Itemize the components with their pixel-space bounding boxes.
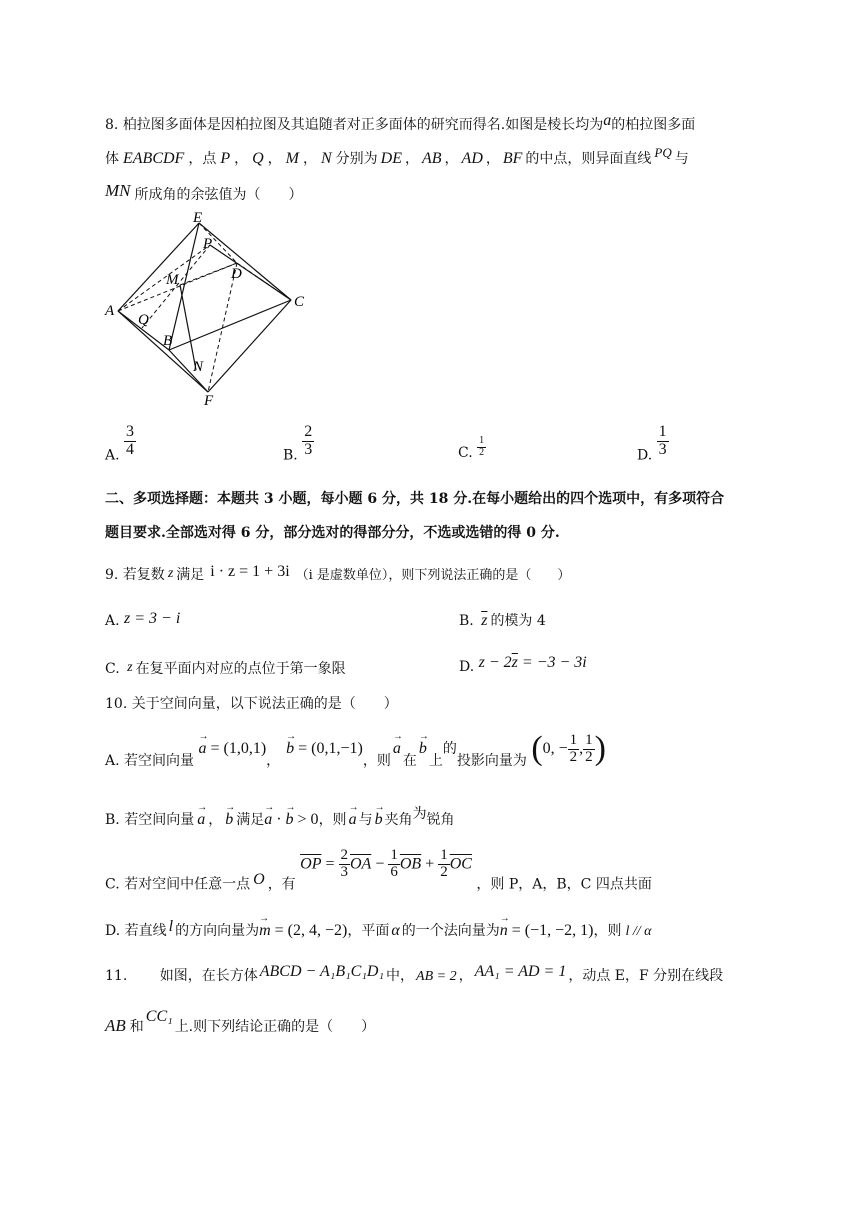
option-math: z = 3 − i: [124, 610, 181, 627]
vector-OB: $\overline{OB}$: [399, 855, 422, 873]
vector-b: → b: [225, 811, 233, 829]
q9-option-d[interactable]: [459, 654, 587, 675]
option-label: D.: [105, 923, 121, 939]
conclusion: l // α: [625, 924, 652, 939]
vector-a: → a: [198, 740, 206, 758]
q10-stem: 10. 关于空间向量，以下说法正确的是（ ）: [105, 696, 398, 712]
equals: =: [321, 855, 339, 873]
label-A: A: [105, 303, 115, 319]
q11-text: ，: [458, 968, 473, 984]
sep: ，: [208, 812, 223, 828]
q11-text: 和: [129, 1019, 144, 1035]
q8-text: 体: [105, 151, 119, 167]
option-text: 的一个法向量为: [401, 923, 500, 939]
q8-option-d[interactable]: [637, 424, 669, 463]
option-label: A.: [105, 613, 120, 629]
label-B: B: [163, 333, 173, 349]
dot: ·: [272, 811, 286, 828]
option-text: ，则: [362, 753, 391, 769]
vector-OC: $\overline{OC}$: [449, 855, 472, 873]
denominator: 2: [585, 748, 593, 765]
q9-equation: i · z = 1 + 3i: [210, 563, 290, 580]
denominator: 3: [658, 440, 667, 458]
q9-option-a[interactable]: [105, 610, 180, 629]
q8-line3: [105, 181, 303, 204]
denominator: 2: [569, 748, 578, 765]
minus: −: [371, 855, 389, 873]
numerator: 2: [304, 423, 313, 440]
option-text: 夹角: [384, 812, 413, 828]
denominator: 2: [479, 446, 485, 458]
comma: ,: [579, 740, 584, 757]
numerator: 3: [126, 423, 135, 440]
sep: ，: [266, 753, 281, 769]
fraction: [438, 848, 450, 881]
fraction: [477, 436, 486, 458]
sep: ，: [234, 151, 249, 167]
vector-b: → b: [419, 740, 427, 758]
option-text: 在复平面内对应的点位于第一象限: [135, 661, 346, 677]
edge-DF: [208, 263, 237, 392]
label-P: P: [203, 236, 213, 252]
seg-BF: BF: [502, 150, 523, 167]
numerator: 1: [658, 423, 667, 440]
numerator: 1: [390, 847, 398, 863]
q8-line2: [105, 145, 689, 168]
option-text: 在: [402, 753, 417, 769]
option-label: B.: [283, 447, 298, 464]
q9-text: （i 是虚数单位），则下列说法正确的是（ ）: [295, 568, 571, 583]
vector-b: → b: [375, 811, 383, 829]
plus: +: [421, 855, 439, 873]
vector-b-value: = (0,1,−1): [294, 740, 363, 757]
edge-EC: [199, 223, 291, 300]
question-number: 11.: [105, 968, 128, 984]
q9-option-c[interactable]: [105, 658, 346, 678]
option-text: 若直线: [124, 923, 167, 939]
q8-text: 分别为: [335, 151, 378, 167]
option-text: 若空间向量: [124, 812, 195, 828]
vector-b: → b: [286, 811, 294, 829]
octahedron-figure: [95, 205, 325, 410]
fraction: [583, 733, 595, 766]
option-label: A.: [105, 753, 120, 769]
vector-a-value: = (1,0,1): [206, 740, 267, 757]
q8-option-a[interactable]: [105, 424, 136, 463]
option-text: 若对空间中任意一点: [124, 876, 251, 893]
option-text: 投影向量为: [456, 753, 527, 769]
vector-a: → a: [393, 740, 401, 758]
option-label: D.: [459, 659, 475, 675]
option-text: 为: [412, 806, 427, 822]
seg-PQ: PQ: [654, 145, 672, 160]
paren-close: ): [594, 730, 606, 767]
q8-text: 所成角的余弦值为（ ）: [134, 187, 303, 203]
q10-option-a[interactable]: [105, 730, 606, 770]
option-label: C.: [458, 445, 473, 461]
denominator: 4: [126, 440, 135, 458]
sep: ，: [267, 151, 282, 167]
fraction: [657, 424, 669, 459]
option-math: = −3 − 3i: [517, 654, 587, 671]
q8-option-c[interactable]: [458, 436, 486, 461]
edge-length-a: a: [603, 112, 612, 129]
vector-m-value: = (2, 4, −2): [270, 922, 348, 939]
q9-text: 满足: [176, 567, 205, 583]
vector-a: → a: [197, 811, 205, 829]
option-text: ，有: [267, 876, 296, 893]
q8-text: 与: [674, 151, 689, 167]
option-text: 与: [358, 812, 373, 828]
label-D: D: [231, 266, 242, 282]
seg-AB: AB: [105, 1016, 126, 1035]
vector-OA: $\overline{OA}$: [350, 855, 372, 873]
section2-line1: 二、多项选择题：本题共 3 小题，每小题 6 分，共 18 分.在每小题给出的四个选项中，有多项符合: [105, 491, 725, 507]
conjugate-z: $\overline{z}$: [481, 612, 488, 629]
fraction: [388, 848, 400, 881]
option-text: 的: [442, 741, 457, 757]
seg-DE: DE: [380, 150, 402, 167]
option-text: ，则: [593, 923, 622, 939]
vector-m: → m: [259, 922, 271, 940]
var-z: z: [127, 660, 133, 675]
label-N: N: [193, 359, 204, 375]
q9-stem: [105, 563, 570, 584]
vector-b: → b: [286, 740, 294, 758]
segment-MN: [180, 285, 196, 370]
section2-line2: 题目要求.全部选对得 6 分，部分选对的得部分分，不选或选错的得 0 分.: [105, 525, 560, 541]
sep: ，: [405, 151, 419, 167]
projection-value: 0, −: [542, 740, 568, 757]
option-label: B.: [105, 812, 120, 828]
option-label: A.: [105, 447, 120, 464]
q8-text: 的中点，则异面直线: [525, 151, 652, 167]
point-Q: Q: [252, 150, 264, 167]
denominator: 6: [390, 863, 398, 880]
vector-n-value: = (−1, −2, 1): [507, 922, 594, 939]
numerator: 1: [479, 435, 485, 446]
numerator: 1: [585, 731, 593, 748]
q11-line1: [105, 963, 723, 985]
option-text: 锐角: [426, 812, 455, 828]
option-text: ，则 P，A，B，C 四点共面: [476, 876, 652, 893]
q8-text: 的柏拉图多面: [611, 117, 696, 133]
option-math: z − 2: [478, 654, 512, 671]
cuboid-name: ABCD − A₁B₁C₁D₁: [259, 963, 385, 980]
q10-option-c[interactable]: [105, 848, 652, 893]
option-text: ，则: [318, 812, 347, 828]
label-E: E: [193, 210, 203, 226]
option-text: ，平面: [347, 923, 390, 939]
label-F: F: [204, 393, 214, 409]
seg-MN: MN: [105, 181, 131, 200]
option-label: D.: [637, 447, 653, 464]
inequality: > 0: [293, 811, 319, 828]
length-AB: AB = 2: [416, 969, 457, 984]
numerator: 1: [569, 731, 578, 748]
point-M: M: [285, 150, 299, 167]
sep: ，: [444, 151, 459, 167]
seg-CC1: CC₁: [145, 1008, 173, 1025]
sep: ，: [303, 151, 317, 167]
fraction: [568, 733, 580, 766]
vector-a: → a: [264, 811, 272, 829]
option-text: 的模为 4: [490, 613, 546, 629]
option-text: 满足: [236, 812, 265, 828]
seg-AB: AB: [422, 150, 442, 167]
option-text: 的方向向量为: [175, 923, 260, 939]
edge-AF: [118, 311, 208, 392]
label-M: M: [166, 272, 179, 288]
option-label: B.: [459, 613, 474, 629]
q10-option-b[interactable]: [105, 803, 455, 829]
fraction: [339, 848, 351, 881]
q8-text: ，点: [188, 151, 217, 167]
q8-text: 8. 柏拉图多面体是因柏拉图及其追随者对正多面体的研究而得名.如图是棱长均为: [105, 117, 604, 133]
q8-option-b[interactable]: [283, 424, 314, 463]
numerator: 1: [440, 847, 448, 863]
option-text: 上: [428, 753, 443, 769]
q9-option-b[interactable]: [459, 610, 546, 630]
numerator: 2: [340, 847, 348, 863]
denominator: 3: [340, 863, 348, 880]
seg-AD: AD: [461, 150, 483, 167]
edge-EA: [118, 223, 199, 311]
denominator: 3: [304, 440, 313, 458]
point-O: O: [253, 871, 265, 889]
denominator: 2: [440, 863, 448, 880]
q11-text: 如图，在长方体: [159, 968, 258, 984]
q10-option-d[interactable]: [105, 918, 652, 940]
q8-line1: [105, 112, 695, 134]
var-z: z: [167, 566, 174, 581]
fraction: [124, 424, 136, 459]
plane-alpha: α: [391, 922, 400, 939]
q11-text: 中，: [386, 968, 415, 984]
line-l: l: [168, 918, 174, 935]
conjugate-z: $\overline{z}$: [511, 654, 518, 671]
solid-name: EABCDF: [123, 150, 185, 167]
option-label: C.: [105, 876, 120, 893]
option-text: 若空间向量: [124, 753, 195, 769]
label-Q: Q: [138, 312, 149, 328]
vector-n: → n: [500, 922, 508, 940]
q11-line2: [105, 1008, 375, 1036]
label-C: C: [294, 294, 305, 310]
point-P: P: [220, 150, 231, 167]
q11-text: 上.则下列结论正确的是（ ）: [174, 1019, 376, 1035]
point-N: N: [321, 150, 332, 167]
sep: ，: [485, 151, 500, 167]
vector-OP: $\overline{OP}$: [300, 855, 322, 873]
paren-open: (: [531, 730, 543, 767]
q9-text: 9. 若复数: [105, 567, 165, 583]
fraction: [302, 424, 314, 459]
option-label: C.: [105, 661, 120, 677]
q11-text: ，动点 E，F 分别在线段: [568, 968, 724, 984]
edge-CF: [208, 300, 291, 392]
vector-a: → a: [349, 811, 357, 829]
length-AA1-AD: AA₁ = AD = 1: [474, 963, 567, 980]
